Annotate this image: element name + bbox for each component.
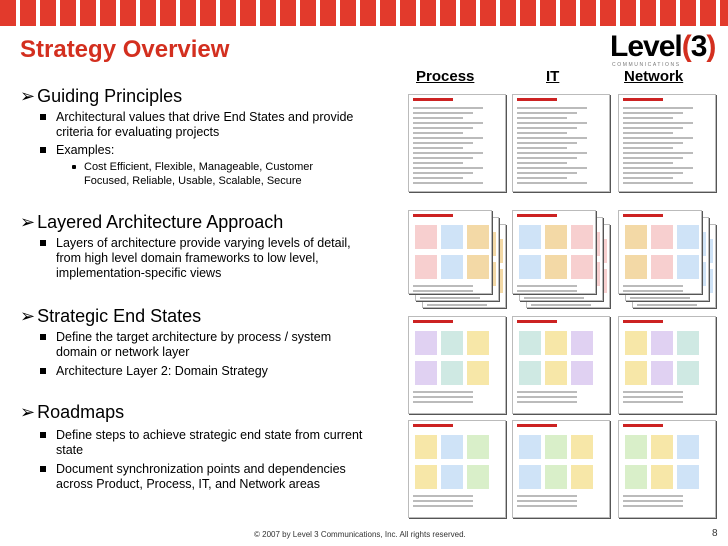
top-bar-block <box>380 0 396 26</box>
document-thumbnail <box>408 316 506 414</box>
top-bar-block <box>260 0 276 26</box>
top-bar-block <box>640 0 656 26</box>
top-bar-block <box>680 0 696 26</box>
top-bar-block <box>320 0 336 26</box>
column-header-it: IT <box>546 68 560 85</box>
document-thumbnail <box>408 210 492 294</box>
top-bar-block <box>600 0 616 26</box>
top-bar-block <box>180 0 196 26</box>
top-bar-block <box>120 0 136 26</box>
copyright-footer: © 2007 by Level 3 Communications, Inc. All rights reserved. <box>254 530 466 539</box>
arrow-bullet-icon: ➢ <box>20 212 36 232</box>
section-heading-layered-architecture: ➢ Layered Architecture Approach <box>20 212 284 232</box>
bullet-item: Define the target architecture by process / system domain or network layer <box>40 330 366 360</box>
top-bar-block <box>620 0 636 26</box>
dot-bullet-icon <box>72 165 76 169</box>
top-bar-block <box>420 0 436 26</box>
top-bar-block <box>660 0 676 26</box>
top-bar-block <box>80 0 96 26</box>
column-header-network: Network <box>624 68 684 85</box>
square-bullet-icon <box>40 147 46 153</box>
top-bar-block <box>20 0 36 26</box>
document-thumbnail <box>618 210 702 294</box>
logo-tagline: COMMUNICATIONS <box>612 62 681 68</box>
logo-number: 3 <box>690 30 707 63</box>
square-bullet-icon <box>40 466 46 472</box>
document-thumbnail <box>618 420 716 518</box>
square-bullet-icon <box>40 368 46 374</box>
bullet-item: Examples: <box>40 143 366 158</box>
arrow-bullet-icon: ➢ <box>20 402 36 422</box>
square-bullet-icon <box>40 334 46 340</box>
top-bar-block <box>540 0 556 26</box>
top-bar-block <box>220 0 236 26</box>
bullet-item: Layers of architecture provide varying levels of detail, from high level domain frameworks to low level, implementation-specific views <box>40 236 366 281</box>
bullet-item: Define steps to achieve strategic end state from current state <box>40 428 366 458</box>
top-bar-block <box>500 0 516 26</box>
square-bullet-icon <box>40 114 46 120</box>
top-bar-block <box>140 0 156 26</box>
top-bar-block <box>100 0 116 26</box>
sub-bullet-item: Cost Efficient, Flexible, Manageable, Customer Focused, Reliable, Usable, Scalable, Secure <box>72 160 354 188</box>
slide-title: Strategy Overview <box>20 36 230 63</box>
top-bar-block <box>340 0 356 26</box>
document-thumbnail <box>512 94 610 192</box>
document-thumbnail <box>408 94 506 192</box>
bullet-item: Architectural values that drive End States and provide criteria for evaluating projects <box>40 110 366 140</box>
section-heading-guiding-principles: ➢ Guiding Principles <box>20 86 183 106</box>
bullet-item: Document synchronization points and dependencies across Product, Process, IT, and Network areas <box>40 462 366 492</box>
page-number: 8 <box>712 528 718 539</box>
square-bullet-icon <box>40 432 46 438</box>
top-bar-block <box>560 0 576 26</box>
bullet-item: Architecture Layer 2: Domain Strategy <box>40 364 366 379</box>
document-thumbnail <box>618 316 716 414</box>
top-bar-block <box>460 0 476 26</box>
top-bar-block <box>200 0 216 26</box>
section-heading-strategic-end-states: ➢ Strategic End States <box>20 306 202 326</box>
top-bar-block <box>580 0 596 26</box>
top-bar-block <box>400 0 416 26</box>
document-thumbnail <box>512 316 610 414</box>
top-bar-block <box>700 0 716 26</box>
top-bar-block <box>520 0 536 26</box>
top-bar-block <box>480 0 496 26</box>
arrow-bullet-icon: ➢ <box>20 86 36 106</box>
document-thumbnail <box>512 210 596 294</box>
logo-word: Level <box>610 30 682 63</box>
arrow-bullet-icon: ➢ <box>20 306 36 326</box>
top-bar-block <box>40 0 56 26</box>
top-bar-block <box>440 0 456 26</box>
top-bar-block <box>60 0 76 26</box>
document-thumbnail <box>408 420 506 518</box>
level3-logo: Level(3) COMMUNICATIONS <box>610 30 716 68</box>
top-bar-block <box>160 0 176 26</box>
top-decorative-bar <box>0 0 728 26</box>
top-bar-block <box>360 0 376 26</box>
document-thumbnail <box>512 420 610 518</box>
top-bar-block <box>280 0 296 26</box>
top-bar-block <box>300 0 316 26</box>
top-bar-block <box>240 0 256 26</box>
column-header-process: Process <box>416 68 475 85</box>
document-thumbnail <box>618 94 716 192</box>
top-bar-block <box>720 0 728 26</box>
square-bullet-icon <box>40 240 46 246</box>
top-bar-block <box>0 0 16 26</box>
section-heading-roadmaps: ➢ Roadmaps <box>20 402 125 422</box>
